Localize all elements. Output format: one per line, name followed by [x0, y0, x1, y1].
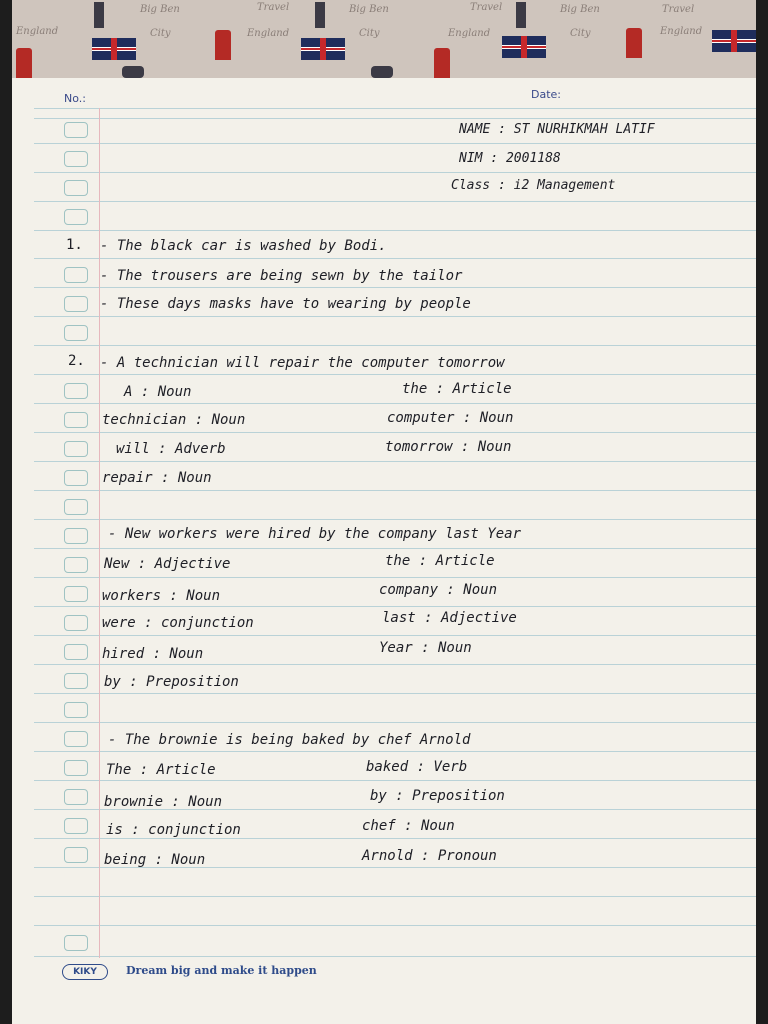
- word-label: were : conjunction: [102, 615, 254, 631]
- banner-script-text: Big Ben: [140, 4, 180, 15]
- rule-line: [34, 287, 756, 288]
- word-label: brownie : Noun: [104, 794, 223, 810]
- margin-checkbox[interactable]: [64, 412, 88, 428]
- margin-checkbox[interactable]: [64, 615, 88, 631]
- banner-tile: [297, 0, 403, 78]
- uk-flag-icon: [712, 30, 756, 52]
- rule-line: [34, 143, 756, 144]
- word-label: the : Article: [385, 553, 495, 569]
- exercise-line: - These days masks have to wearing by people: [100, 296, 471, 312]
- margin-checkbox[interactable]: [64, 325, 88, 341]
- rule-line: [34, 519, 756, 520]
- rule-line: [34, 751, 756, 752]
- rule-line: [34, 258, 756, 259]
- margin-checkbox[interactable]: [64, 847, 88, 863]
- banner-script-text: England: [16, 26, 59, 37]
- brand-logo: KIKY: [62, 964, 108, 980]
- banner-script-text: Travel: [662, 4, 695, 15]
- word-label: last : Adjective: [382, 610, 517, 626]
- rule-line: [34, 461, 756, 462]
- word-label: by : Preposition: [370, 788, 505, 804]
- margin-checkbox[interactable]: [64, 644, 88, 660]
- margin-checkbox[interactable]: [64, 151, 88, 167]
- margin-checkbox[interactable]: [64, 586, 88, 602]
- word-label: by : Preposition: [104, 674, 239, 690]
- margin-checkbox[interactable]: [64, 528, 88, 544]
- rule-line: [34, 956, 756, 957]
- exercise-number: 2.: [68, 353, 85, 369]
- margin-line: [99, 108, 100, 958]
- uk-flag-icon: [301, 38, 345, 60]
- rule-line: [34, 838, 756, 839]
- rule-line: [34, 577, 756, 578]
- rule-line: [34, 201, 756, 202]
- rule-line: [34, 925, 756, 926]
- rule-line: [34, 635, 756, 636]
- rule-line: [34, 693, 756, 694]
- margin-checkbox[interactable]: [64, 267, 88, 283]
- word-label: the : Article: [402, 381, 512, 397]
- rule-line: [34, 172, 756, 173]
- margin-checkbox[interactable]: [64, 760, 88, 776]
- word-label: baked : Verb: [366, 759, 468, 775]
- rule-line: [34, 432, 756, 433]
- margin-checkbox[interactable]: [64, 731, 88, 747]
- margin-checkbox[interactable]: [64, 122, 88, 138]
- banner-script-text: City: [359, 28, 380, 39]
- word-label: repair : Noun: [102, 470, 212, 486]
- banner-tile: [82, 0, 188, 78]
- word-label: Year : Noun: [379, 640, 472, 656]
- margin-checkbox[interactable]: [64, 702, 88, 718]
- word-label: Arnold : Pronoun: [362, 848, 497, 864]
- date-label: Date:: [531, 88, 561, 101]
- sentence: - The brownie is being baked by chef Arnold: [108, 732, 471, 748]
- banner-script-text: England: [448, 28, 491, 39]
- margin-checkbox[interactable]: [64, 296, 88, 312]
- bus-icon: [122, 66, 144, 78]
- margin-checkbox[interactable]: [64, 673, 88, 689]
- word-label: chef : Noun: [362, 818, 455, 834]
- margin-checkbox[interactable]: [64, 180, 88, 196]
- margin-checkbox[interactable]: [64, 383, 88, 399]
- word-label: will : Adverb: [116, 441, 226, 457]
- exercise-number: 1.: [66, 237, 83, 253]
- student-name: NAME : ST NURHIKMAH LATIF: [459, 122, 655, 137]
- banner-script-text: Travel: [257, 2, 290, 13]
- margin-checkbox[interactable]: [64, 818, 88, 834]
- banner-script-text: Big Ben: [560, 4, 600, 15]
- word-label: New : Adjective: [104, 556, 231, 572]
- banner-tile: [652, 0, 756, 78]
- student-nim: NIM : 2001188: [459, 151, 561, 166]
- margin-checkbox[interactable]: [64, 557, 88, 573]
- rule-line: [34, 664, 756, 665]
- student-class: Class : i2 Management: [451, 178, 616, 193]
- banner-script-text: England: [660, 26, 703, 37]
- bus-icon: [371, 66, 393, 78]
- word-label: being : Noun: [104, 852, 206, 868]
- rule-line: [34, 606, 756, 607]
- word-label: computer : Noun: [387, 410, 514, 426]
- footer-slogan: Dream big and make it happen: [126, 964, 317, 977]
- banner-script-text: England: [247, 28, 290, 39]
- phone-booth-icon: [16, 48, 32, 78]
- word-label: company : Noun: [379, 582, 498, 598]
- word-label: hired : Noun: [102, 646, 204, 662]
- phone-booth-icon: [626, 28, 642, 58]
- margin-checkbox[interactable]: [64, 935, 88, 951]
- word-label: workers : Noun: [102, 588, 221, 604]
- rule-line: [34, 316, 756, 317]
- banner-script-text: City: [150, 28, 171, 39]
- rule-line: [34, 780, 756, 781]
- rule-line: [34, 722, 756, 723]
- number-label: No.:: [64, 92, 86, 105]
- rule-line: [34, 374, 756, 375]
- rule-line: [34, 548, 756, 549]
- rule-line: [34, 403, 756, 404]
- word-label: The : Article: [106, 762, 216, 778]
- banner-script-text: Big Ben: [349, 4, 389, 15]
- banner-script-text: Travel: [470, 2, 503, 13]
- phone-booth-icon: [215, 30, 231, 60]
- decorative-banner: [12, 0, 756, 78]
- margin-checkbox[interactable]: [64, 209, 88, 225]
- rule-line: [34, 230, 756, 231]
- margin-checkbox[interactable]: [64, 789, 88, 805]
- uk-flag-icon: [502, 36, 546, 58]
- phone-booth-icon: [434, 48, 450, 78]
- word-label: A : Noun: [124, 384, 192, 400]
- notebook-page: [12, 0, 756, 1024]
- exercise-line: - The black car is washed by Bodi.: [100, 238, 387, 254]
- sentence: - New workers were hired by the company last Year: [108, 526, 522, 542]
- uk-flag-icon: [92, 38, 136, 60]
- rule-line: [34, 896, 756, 897]
- word-label: tomorrow : Noun: [385, 439, 512, 455]
- banner-script-text: City: [570, 28, 591, 39]
- margin-checkbox[interactable]: [64, 441, 88, 457]
- banner-tile: [502, 0, 608, 78]
- rule-line: [34, 490, 756, 491]
- margin-checkbox[interactable]: [64, 470, 88, 486]
- word-label: is : conjunction: [106, 822, 241, 838]
- exercise-line: - The trousers are being sewn by the tailor: [100, 268, 463, 284]
- sentence: - A technician will repair the computer tomorrow: [100, 355, 505, 371]
- margin-checkbox[interactable]: [64, 499, 88, 515]
- rule-line: [34, 108, 756, 109]
- rule-line: [34, 118, 756, 119]
- rule-line: [34, 345, 756, 346]
- word-label: technician : Noun: [102, 412, 246, 428]
